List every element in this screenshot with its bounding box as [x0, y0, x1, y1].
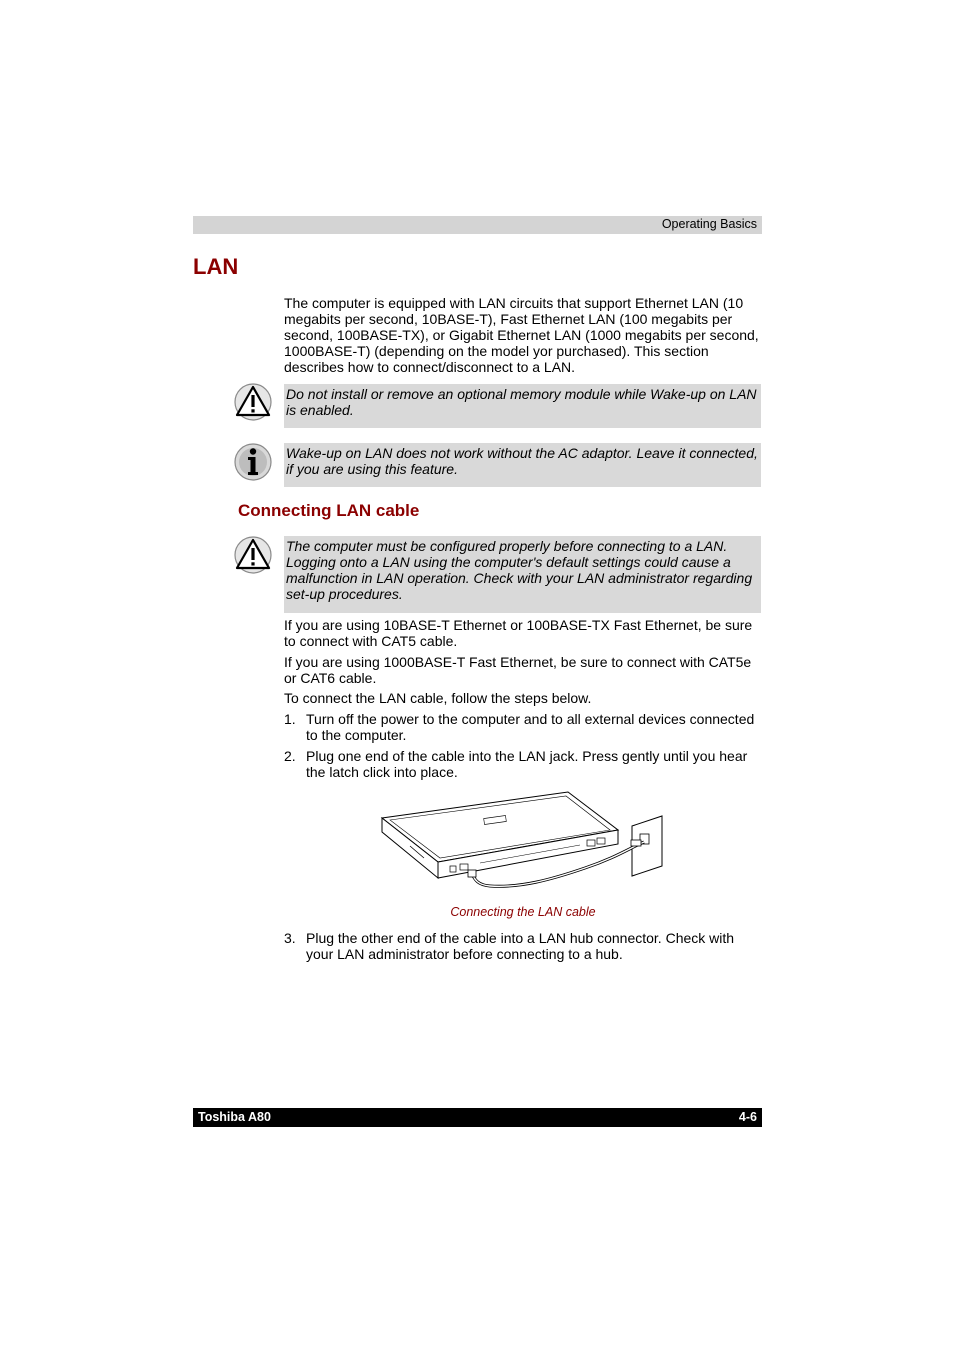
- note-info-wakeup: Wake-up on LAN does not work without the AC adaptor. Leave it connected, if you are using this feature.: [284, 443, 761, 487]
- subsection-title: Connecting LAN cable: [238, 501, 420, 520]
- section-title: LAN: [193, 254, 239, 279]
- paragraph-cat5: If you are using 10BASE-T Ethernet or 100BASE-TX Fast Ethernet, be sure to connect with CAT5 cable.: [284, 617, 753, 649]
- info-icon: [233, 442, 273, 482]
- paragraph-cat5e: If you are using 1000BASE-T Fast Ethernet, be sure to connect with CAT5e or CAT6 cable.: [284, 654, 752, 686]
- paragraph-steps-intro: To connect the LAN cable, follow the steps below.: [284, 690, 592, 706]
- caution-triangle-icon: [233, 535, 273, 575]
- header-section-label: Operating Basics: [661, 217, 757, 231]
- intro-paragraph: The computer is equipped with LAN circuits that support Ethernet LAN (10 megabits per second, 10BASE-T), Fast Ethernet LAN (100 megabits per second, 100BASE-TX), or Gigabit Ethernet LAN (1000 megabits per second, 1000BASE-T) (depending on the model yor purchased). This section describes how to connect/disconnect to a LAN.: [284, 295, 759, 375]
- step-number: 1.: [284, 711, 296, 727]
- note-caution-memory: Do not install or remove an optional memory module while Wake-up on LAN is enabled.: [284, 384, 761, 428]
- step-number: 2.: [284, 748, 296, 764]
- figure-caption: Connecting the LAN cable: [450, 905, 596, 919]
- step-text: Turn off the power to the computer and to all external devices connected to the computer.: [306, 711, 755, 743]
- step-number: 3.: [284, 930, 296, 946]
- footer-page-number: 4-6: [738, 1110, 757, 1124]
- footer-model: Toshiba A80: [198, 1110, 271, 1124]
- running-header: [193, 216, 762, 234]
- caution-triangle-icon: [233, 382, 273, 422]
- lan-cable-illustration: [380, 788, 665, 898]
- running-footer: [193, 1108, 762, 1127]
- step-text: Plug one end of the cable into the LAN jack. Press gently until you hear the latch click into place.: [306, 748, 748, 780]
- note-caution-configure: The computer must be configured properly before connecting to a LAN. Logging onto a LAN using the computer's default settings could cause a malfunction in LAN operation. Check with your LAN administrator regarding set-up procedures.: [284, 536, 761, 613]
- step-text: Plug the other end of the cable into a LAN hub connector. Check with your LAN administrator before connecting to a hub.: [306, 930, 735, 962]
